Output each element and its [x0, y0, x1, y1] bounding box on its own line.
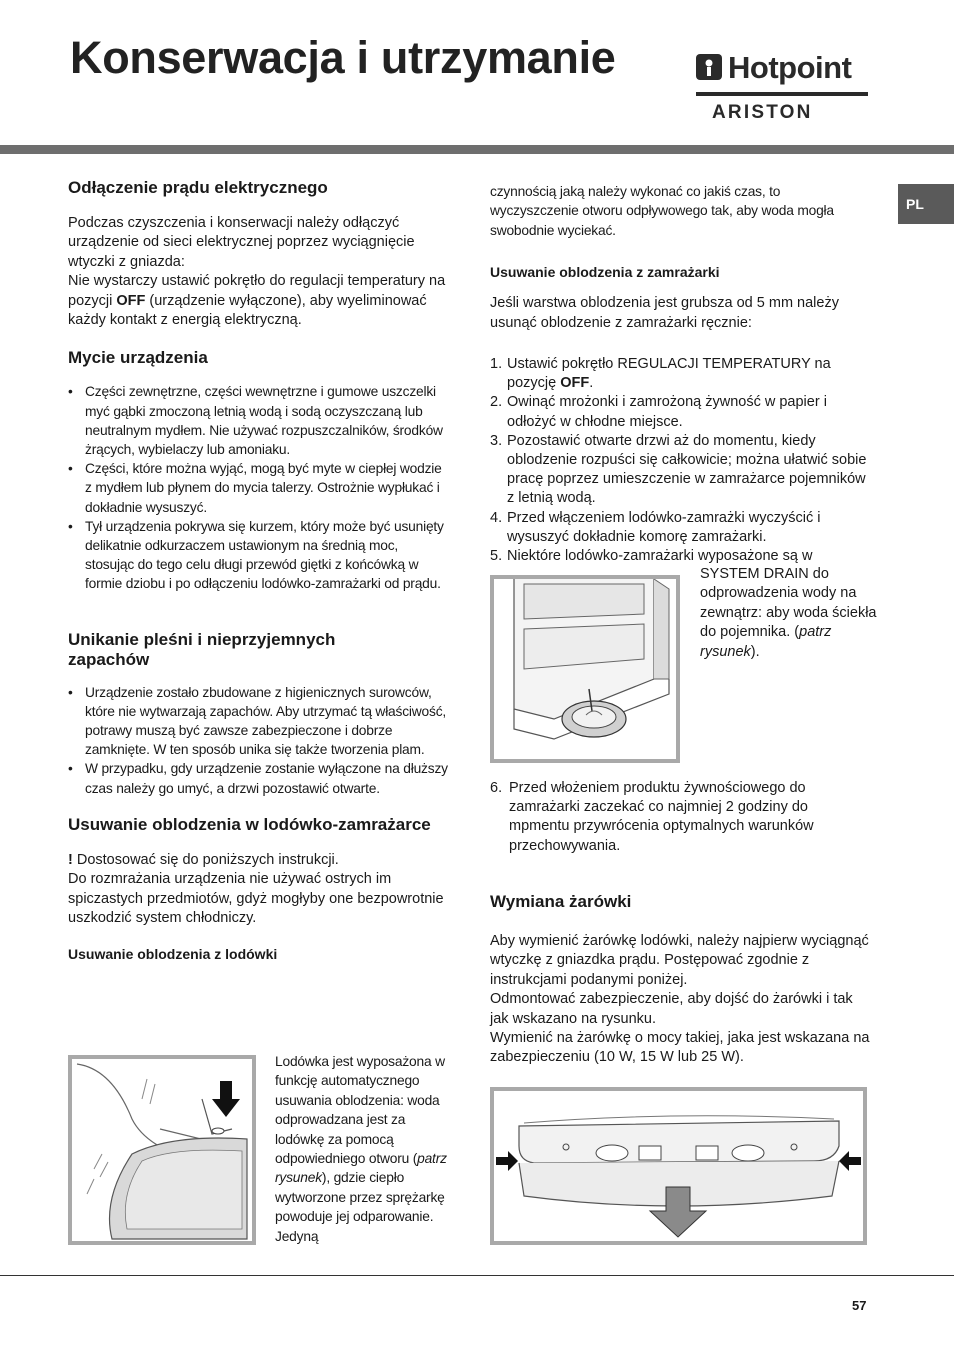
list-item: 3. Pozostawić otwarte drzwi aż do momentu, kiedy oblodzenie rozpuści się całkowicie; można ułatwić sobie pracę poprzez umieszczenie w zamrażarce pojemników z letnią wodą.: [490, 432, 867, 507]
defrost-warning: ! Dostosować się do poniższych instrukcji.: [68, 851, 339, 868]
arrow-left-icon: [839, 1151, 861, 1171]
fridge-defrost-text: Lodówka jest wyposażona w funkcję automatycznego usuwania oblodzenia: woda odprowadzana jest za lodówkę za pomocą odpowiedniego otworu (patrz rysunek), gdzie ciepło wytworzone przez sprężarkę powoduje jej odparowanie. Jedyną: [275, 1054, 447, 1244]
list-item: 4. Przed włączeniem lodówko-zamrażki wyczyścić i wysuszyć dokładnie komorę zamrażarki.: [490, 509, 821, 545]
power-paragraph-1: Podczas czyszczenia i konserwacji należy odłączyć urządzenie od sieci elektrycznej poprzez wyciągnięcie wtyczki z gniazda:: [68, 215, 415, 270]
fridge-defrost-heading: Usuwanie oblodzenia z lodówki: [68, 945, 278, 962]
step-5-continued: SYSTEM DRAIN do odprowadzenia wody na zewnątrz: aby woda ściekła do pojemnika. (patrz rysunek).: [700, 566, 877, 660]
list-item: • Części, które można wyjąć, mogą być myte w ciepłej wodzie z mydłem lub płynem do mycia talerzy. Ostrożnie wypłukać i dokładnie wysuszyć.: [68, 459, 448, 517]
hotpoint-ariston-logo: [694, 50, 870, 126]
fridge-drain-illustration: [72, 1059, 252, 1241]
fridge-defrost-text-continued: czynnością jaką należy wykonać co jakiś czas, to wyczyszczenie otworu odpływowego tak, aby woda mogła swobodnie wyciekać.: [490, 184, 834, 238]
warning-mark: !: [68, 851, 73, 868]
defrost-paragraph: Do rozmrażania urządzenia nie używać ostrych im spiczastych przedmiotów, gdyż mogłyby one bezpowrotnie uszkodzić system chłodniczy.: [68, 871, 444, 927]
freezer-defrost-heading: Usuwanie oblodzenia z zamrażarki: [490, 264, 720, 281]
list-item: • W przypadku, gdy urządzenie zostanie wyłączone na dłuższy czas należy go umyć, a drzwi pozostawić otwarte.: [68, 759, 448, 797]
washing-list: [68, 382, 448, 593]
arrow-down-icon: [212, 1081, 240, 1117]
list-item: 6. Przed włożeniem produktu żywnościowego do zamrażarki zaczekać co najmniej 2 godziny do mpmentu przywrócenia optymalnych warunków przechowywania.: [490, 780, 814, 854]
logo-sub-brand: ARISTON: [712, 102, 813, 123]
page-title: Konserwacja i utrzymanie: [70, 32, 616, 83]
language-tab[interactable]: PL: [898, 184, 954, 224]
defrost-heading: Usuwanie oblodzenia w lodówko-zamrażarce: [68, 814, 431, 834]
power-heading: Odłączenie prądu elektrycznego: [68, 178, 328, 197]
bulb-paragraph-3: Wymienić na żarówkę o mocy takiej, jaka jest wskazana na zabezpieczeniu (10 W, 15 W lub 25 W).: [490, 1030, 870, 1066]
footer-rule: [0, 1275, 954, 1276]
fridge-drain-figure: [68, 1055, 256, 1245]
list-item: 1. Ustawić pokrętło REGULACJI TEMPERATURY na pozycję OFF.: [490, 356, 831, 392]
freezer-intro: Jeśli warstwa oblodzenia jest grubsza od 5 mm należy usunąć oblodzenie z zamrażarki ręcznie:: [490, 295, 839, 331]
list-item: • Urządzenie zostało zbudowane z higienicznych surowców, które nie wytwarzają zapachów. Aby utrzymać tą właściwość, potrawy muszą być zawsze zabezpieczone i dobrze zamknięte. W ten sposób unika się także tworzenia plam.: [68, 683, 448, 760]
bulb-paragraph-1: Aby wymienić żarówkę lodówki, należy najpierw wyciągnąć wtyczkę z gniazdka prądu. Postępować zgodnie z instrukcjami podanymi poniżej.: [490, 933, 869, 988]
step-6: [490, 779, 870, 856]
arrow-right-icon: [496, 1151, 518, 1171]
right-column: [490, 182, 870, 566]
hotpoint-logo-mark-icon: [696, 54, 722, 80]
logo-bar: [696, 92, 868, 96]
list-item: 5. Niektóre lodówko-zamrażarki wyposażone są w: [490, 548, 813, 565]
bulb-cover-illustration: [494, 1091, 863, 1241]
header-rule: [0, 145, 954, 154]
mould-list: [68, 683, 448, 798]
bulb-heading: Wymiana żarówki: [490, 892, 632, 911]
list-item: 2. Owinąć mrożonki i zamrożoną żywność w papier i odłożyć w chłodne miejsce.: [490, 394, 827, 430]
freezer-steps: [490, 355, 870, 566]
page-number: 57: [852, 1298, 867, 1313]
washing-heading: Mycie urządzenia: [68, 348, 208, 368]
freezer-drain-figure: [490, 575, 680, 763]
mould-heading: Unikanie pleśni i nieprzyjemnych zapachów: [68, 629, 336, 669]
bulb-paragraph-2: Odmontować zabezpieczenie, aby dojść do żarówki i tak jak wskazano na rysunku.: [490, 991, 853, 1027]
list-item: • Tył urządzenia pokrywa się kurzem, który może być usunięty delikatnie odkurzaczem ustawionym na średnią moc, stosując do tego celu długi przewód giętki z końcówką w formie dziobu i po odłączeniu lodówko-zamrażarki od prądu.: [68, 517, 448, 594]
bulb-section: [490, 892, 870, 1068]
power-paragraph-2: Nie wystarczy ustawić pokrętło do regulacji temperatury na pozycji OFF (urządzenie wyłączone), aby wyeliminować każdy kontakt z energią elektryczną.: [68, 273, 446, 329]
logo-brand-name: Hotpoint: [728, 50, 852, 85]
off-label: OFF: [116, 292, 146, 309]
list-item: • Części zewnętrzne, części wewnętrzne i gumowe uszczelki myć gąbki zmoczoną letnią wodą i sodą oczyszczaną lub neutralnym mydłem. Nie używać rozpuszczalników, środków żrących, wybielaczy lub amoniaku.: [68, 382, 448, 459]
freezer-drain-illustration: [494, 579, 676, 759]
left-column: [68, 178, 448, 963]
bulb-cover-figure: [490, 1087, 867, 1245]
